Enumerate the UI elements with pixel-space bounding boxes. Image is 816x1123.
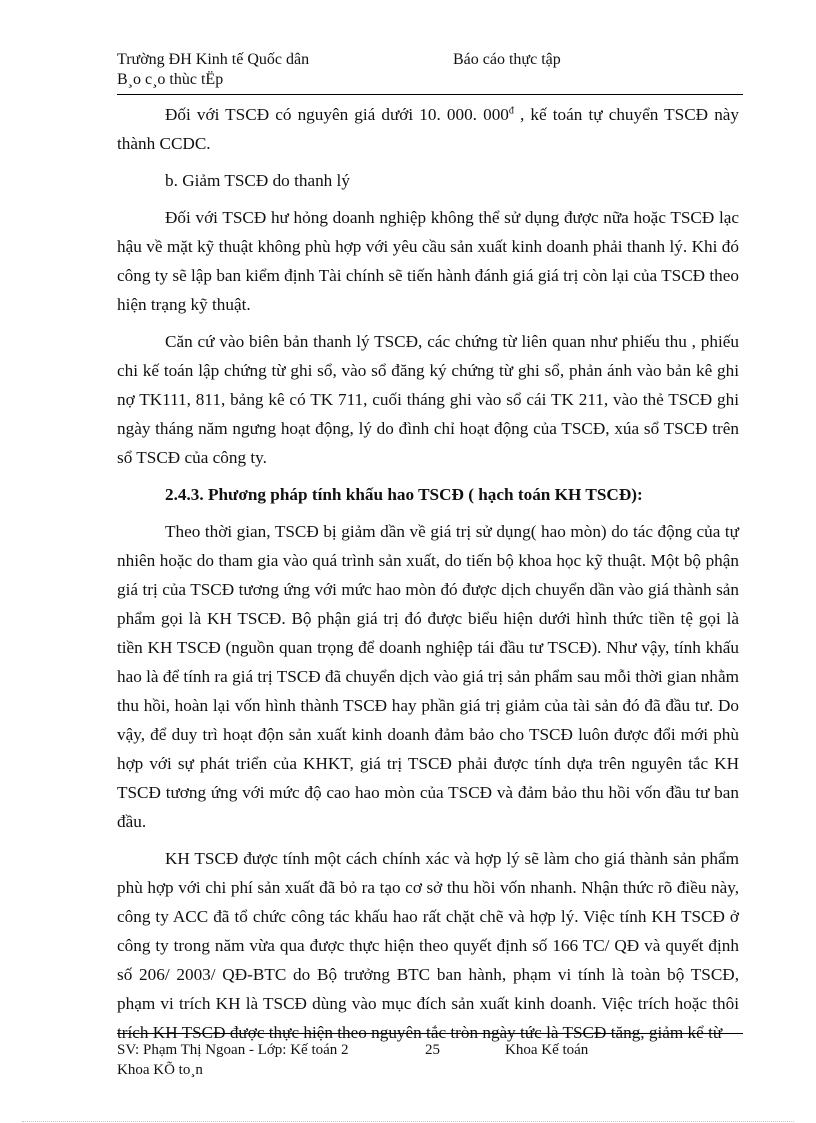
- page-footer: [117, 1040, 743, 1080]
- footer-student: SV: Phạm Thị Ngoan - Lớp: Kế toán 2: [117, 1042, 349, 1058]
- page-edge-divider: [22, 1121, 794, 1122]
- paragraph-thanh-ly: Đối với TSCĐ hư hỏng doanh nghiệp không thể sử dụng được nữa hoặc TSCĐ lạc hậu về mặt kỹ thuật không phù hợp với yêu cầu sản xuất kinh doanh phải thanh lý. Khi đó công ty sẽ lập ban kiểm định Tài chính sẽ tiến hành đánh giá giá trị còn lại của TSCĐ theo hiện trạng kỹ thuật.: [117, 208, 739, 314]
- header-garbled-title: B¸o c¸o thùc tËp: [117, 71, 224, 88]
- document-body: [117, 100, 739, 1047]
- paragraph-theo-thoi-gian: Theo thời gian, TSCĐ bị giảm dần về giá trị sử dụng( hao mòn) do tác động của tự nhiên hoặc do tham gia vào quá trình sản xuất, do tiến bộ khoa học kỹ thuật. Một bộ phận giá trị của TSCĐ tương ứng với mức hao mòn đó được dịch chuyển dần vào giá thành sản phẩm gọi là KH TSCĐ. Bộ phận giá trị đó được biểu hiện dưới hình thức tiền tệ gọi là tiền KH TSCĐ (nguồn quan trọng để doanh nghiệp tái đầu tư TSCĐ). Như vậy, tính khấu hao là để tính ra giá trị TSCĐ đã chuyển dịch vào giá trị sản phẩm sau mỗi thời gian nhằm thu hồi, hoàn lại vốn hình thành TSCĐ hay phần giá trị giảm của tài sản đó đã đầu tư. Do vậy, để duy trì hoạt độn sản xuất kinh doanh đảm bảo cho TSCĐ luôn được đổi mới phù hợp với sự phát triển của KHKT, giá trị TSCĐ phải được tính dựa trên nguyên tắc KH TSCĐ tương ứng với mức độ cao hao mòn của TSCĐ và đảm bảo thu hồi vốn đầu tư ban đầu.: [117, 522, 739, 831]
- paragraph-subheading: b. Giảm TSCĐ do thanh lý: [165, 171, 350, 190]
- footer-divider: [117, 1033, 743, 1034]
- header-report-title: Báo cáo thực tập: [453, 51, 561, 68]
- header-divider: [117, 94, 743, 95]
- footer-garbled-department: Khoa KÕ to¸n: [117, 1062, 203, 1078]
- section-heading: 2.4.3. Phương pháp tính khấu hao TSCĐ ( hạch toán KH TSCĐ):: [165, 485, 643, 504]
- paragraph-ccdc: Đối với TSCĐ có nguyên giá dưới 10. 000. $000^đ$ , kế toán tự chuyển TSCĐ này thành CCDC.: [117, 105, 740, 153]
- header-school: Trường ĐH Kinh tế Quốc dân: [117, 51, 310, 68]
- page-number: 25: [425, 1042, 440, 1058]
- page-header: [117, 50, 743, 92]
- footer-department: Khoa Kế toán: [505, 1042, 589, 1058]
- paragraph-can-cu: Căn cứ vào biên bản thanh lý TSCĐ, các chứng từ liên quan như phiếu thu , phiếu chi kế toán lập chứng từ ghi sổ, vào sổ đăng ký chứng từ ghi sổ, phản ánh vào bản kê ghi nợ TK111, 811, bảng kê có TK 711, cuối tháng ghi vào sổ cái TK 211, vào thẻ TSCĐ ghi ngày tháng năm ngưng hoạt động, lý do đình chỉ hoạt động của TSCĐ, xúa sổ TSCĐ trên sổ TSCĐ của công ty.: [117, 332, 739, 467]
- paragraph-kh-tscd: KH TSCĐ được tính một cách chính xác và hợp lý sẽ làm cho giá thành sản phẩm phù hợp với chi phí sản xuất đã bỏ ra tạo cơ sở thu hồi vốn nhanh. Nhận thức rõ điều này, công ty ACC đã tổ chức công tác khấu hao rất chặt chẽ và hợp lý. Việc tính KH TSCĐ ở công ty trong năm vừa qua được thực hiện theo quyết định số 166 TC/ QĐ và quyết định số 206/ 2003/ QĐ-BTC do Bộ trưởng BTC ban hành, phạm vi tính là toàn bộ TSCĐ, phạm vi trích KH là TSCĐ dùng vào mục đích sản xuất kinh doanh. Việc trích hoặc thôi trích KH TSCĐ được thực hiện theo nguyên tắc tròn ngày tức là TSCĐ tăng, giảm kể từ: [117, 849, 739, 1042]
